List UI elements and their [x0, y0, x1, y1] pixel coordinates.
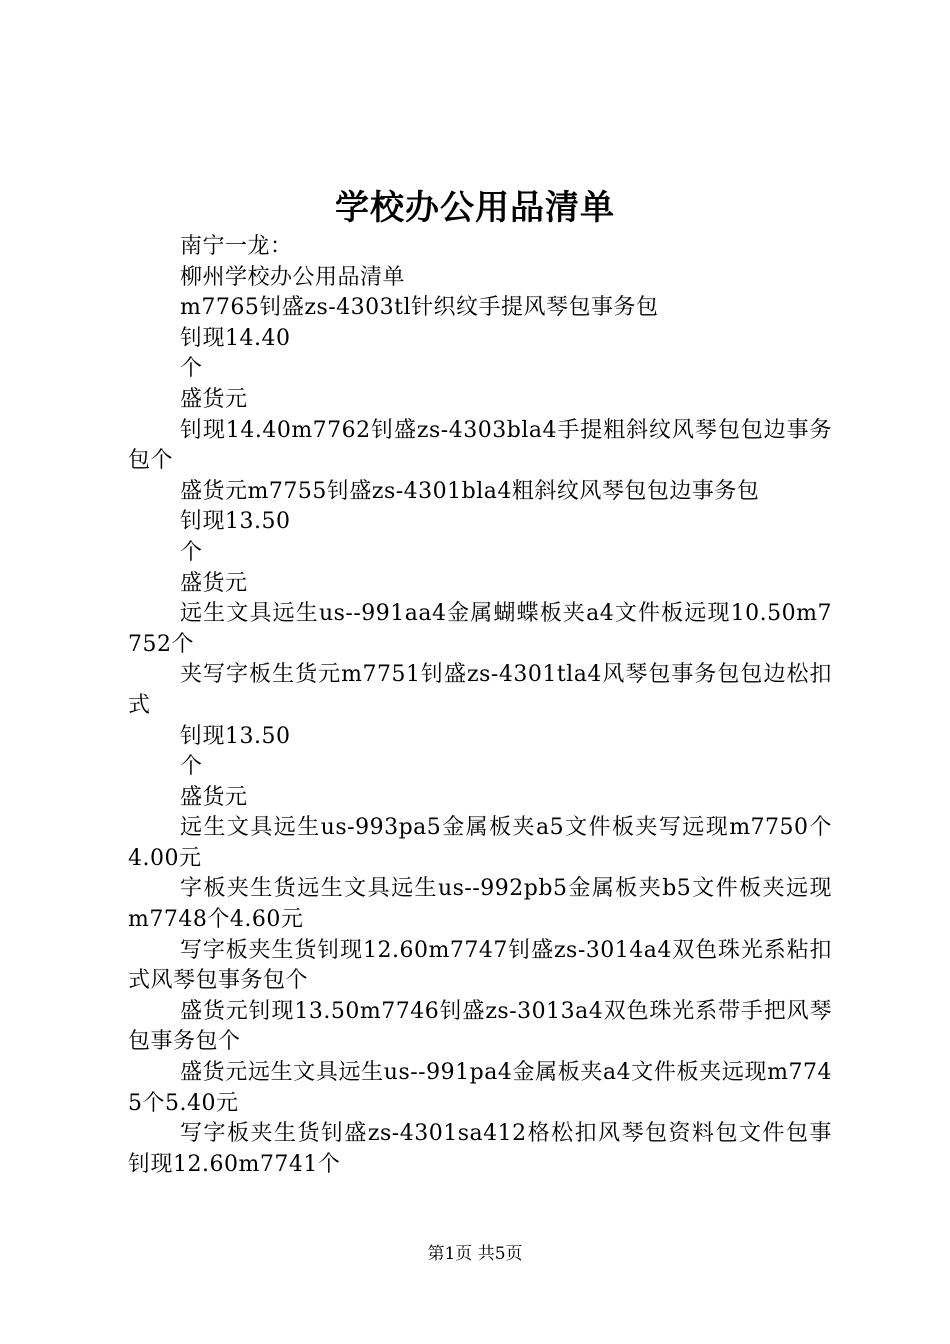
paragraph: 钊现13.50 — [180, 509, 291, 535]
paragraph: 盛货元钊现13.50m7746钊盛zs-3013a4双色珠光系带手把风琴包事务包个 — [128, 998, 832, 1055]
paragraph: 夹写字板生货元m7751钊盛zs-4301tla4风琴包事务包包边松扣式 — [128, 662, 832, 718]
paragraph: 远生文具远生us-993pa5金属板夹a5文件板夹写远现m7750个4.00元 — [128, 815, 832, 871]
paragraph: 写字板夹生货钊盛zs-4301sa412格松扣风琴包资料包文件包事钊现12.60m7741个 — [128, 1121, 832, 1177]
paragraph: 钊现14.40m7762钊盛zs-4303bla4手提粗斜纹风琴包包边事务包个 — [128, 417, 832, 474]
paragraph: 柳州学校办公用品清单 — [180, 264, 406, 290]
paragraph: m7765钊盛zs-4303tl针织纹手提风琴包事务包 — [180, 295, 659, 321]
paragraph: 钊现13.50 — [180, 723, 291, 749]
paragraph: 个 — [180, 754, 203, 780]
paragraph: 写字板夹生货钊现12.60m7747钊盛zs-3014a4双色珠光系粘扣式风琴包事务包个 — [128, 937, 832, 994]
paragraph: 盛货元 — [180, 570, 248, 596]
paragraph: 个 — [180, 539, 203, 565]
paragraph: 盛货元远生文具远生us--991pa4金属板夹a4文件板夹远现m7745个5.40元 — [128, 1060, 832, 1116]
document-title: 学校办公用品清单 — [335, 188, 615, 228]
paragraph: 南宁一龙： — [180, 234, 293, 259]
paragraph: 钊现14.40 — [180, 325, 291, 351]
page-footer: 第1页 共5页 — [427, 1244, 523, 1264]
paragraph: 盛货元 — [180, 386, 248, 412]
paragraph: 字板夹生货远生文具远生us--992pb5金属板夹b5文件板夹远现m7748个4.60元 — [128, 876, 832, 933]
paragraph: 盛货元m7755钊盛zs-4301bla4粗斜纹风琴包包边事务包 — [180, 478, 760, 504]
paragraph: 远生文具远生us--991aa4金属蝴蝶板夹a4文件板远现10.50m7752个 — [128, 601, 832, 657]
paragraph: 盛货元 — [180, 784, 248, 810]
paragraph: 个 — [180, 356, 203, 382]
document-body — [128, 232, 832, 1180]
